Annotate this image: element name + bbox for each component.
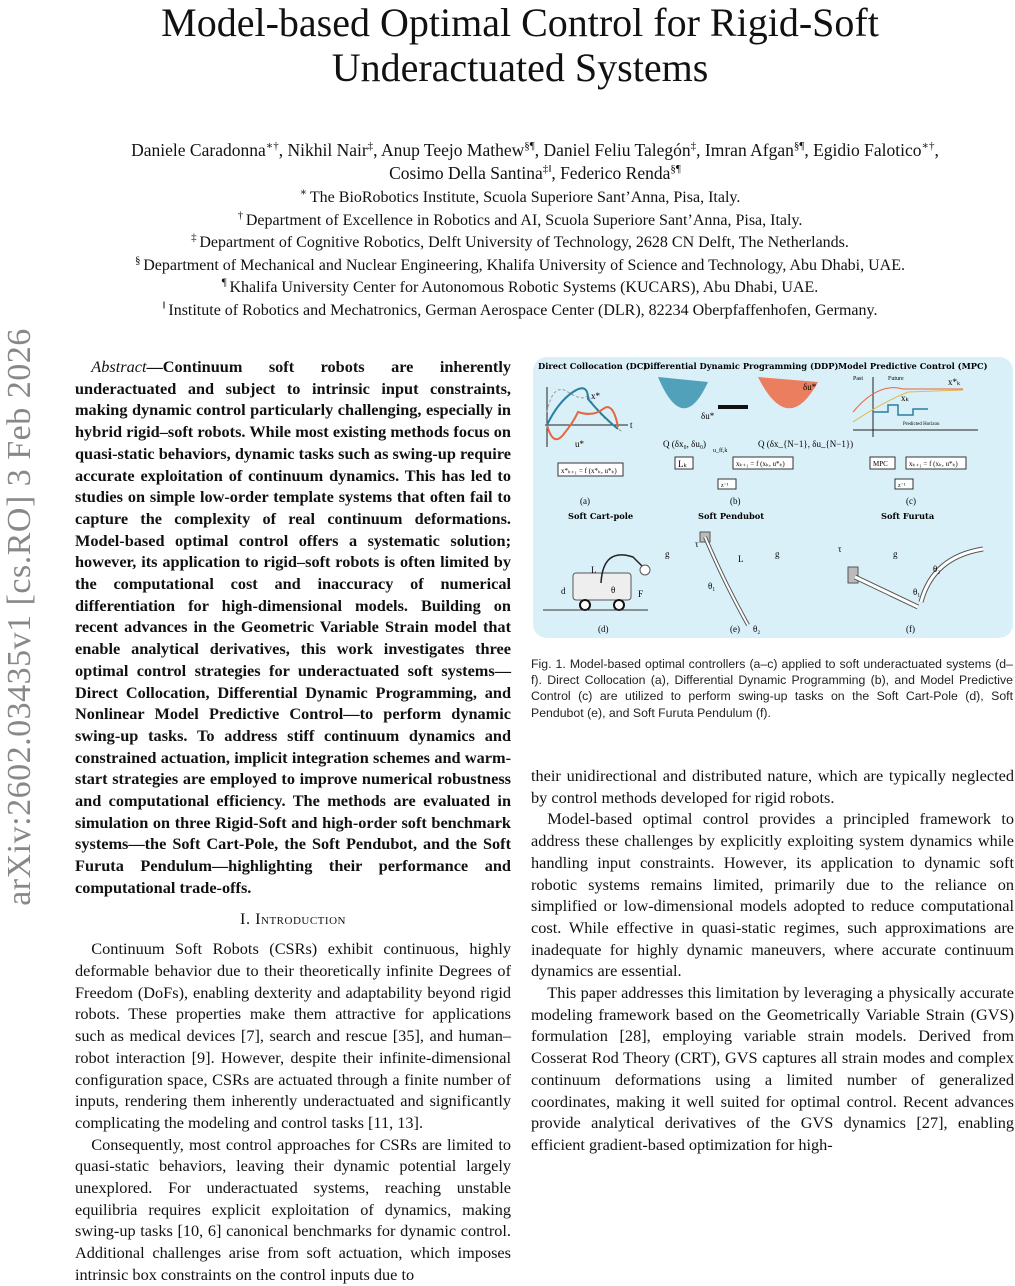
affiliation: ‡ Department of Cognitive Robotics, Delft University of Technology, 2628 CN Delft, The Netherlands. (191, 231, 849, 251)
affiliation-mark: ¶ (221, 276, 230, 289)
affiliation: § Department of Mechanical and Nuclear Engineering, Khalifa University of Science and Technology, Abu Dhabi, UAE. (135, 254, 905, 274)
affiliation: ∗ The BioRobotics Institute, Scuola Superiore Sant’Anna, Pisa, Italy. (299, 186, 741, 206)
zinv-block: z⁻¹ (898, 483, 906, 489)
furuta-diagram (838, 544, 983, 607)
author: Federico Renda§¶ (560, 163, 681, 183)
tau-label: τ (695, 539, 699, 549)
author: Cosimo Della Santina‡‖ (389, 163, 552, 183)
author-list: Daniele Caradonna∗†, Nikhil Nair‡, Anup Teejo Mathew§¶, Daniel Feliu Talegón‡, Imran Afgan§¶, Egidio Falotico∗†, Cosimo Della Santina‡‖, Federico Renda§¶ (131, 140, 939, 183)
affiliation-mark: ∗ (299, 186, 310, 199)
xk-label: xₖ (901, 393, 910, 403)
title-line-1: Model-based Optimal Control for Rigid-Soft (161, 0, 879, 45)
theta1-label: θ₁ (913, 587, 921, 597)
panel-title-pendubot: Soft Pendubot (698, 511, 765, 521)
cart-pole-diagram (543, 549, 670, 610)
q0-label: Q (δx₀, δu₀) (663, 439, 707, 449)
l-label: L (591, 565, 597, 575)
affiliation-mark: ‡‖ (542, 163, 552, 176)
d-label: d (561, 586, 566, 596)
lk-block: Lₖ (678, 459, 688, 469)
future-label: Future (888, 376, 904, 382)
affiliation-list (40, 187, 1000, 322)
author: Nikhil Nair‡ (287, 140, 374, 160)
sublabel-c: (c) (906, 496, 916, 506)
q-surface-blue (658, 377, 708, 408)
uff-label: u_ff,k (713, 448, 728, 454)
paragraph-continuation: their unidirectional and distributed nature, which are typically neglected by control methods developed for rigid robots. (531, 766, 1014, 807)
paper-title (0, 0, 1015, 90)
sublabel-e: (e) (730, 624, 740, 634)
affiliation-mark: ∗† (921, 140, 935, 153)
affiliation-mark: §¶ (524, 140, 535, 153)
figure-1 (533, 357, 1013, 638)
sublabel-d: (d) (598, 624, 609, 634)
theta1-label: θ₁ (708, 581, 716, 591)
panel-title-mpc: Model Predictive Control (MPC) (838, 361, 988, 371)
xk-star-label: x*ₖ (948, 377, 961, 387)
gravity-label: g (893, 549, 898, 559)
panel-title-cartpole: Soft Cart-pole (568, 511, 634, 521)
section-heading: I. Introduction (240, 908, 346, 928)
author: Imran Afgan§¶ (704, 140, 805, 160)
u-star-label: u* (575, 439, 584, 449)
author: Anup Teejo Mathew§¶ (380, 140, 535, 160)
mpc-plot (853, 376, 978, 437)
affiliation: ‖ Institute of Robotics and Mechatronics, German Aerospace Center (DLR), 82234 Oberpfaffenhofen, Germany. (162, 299, 878, 319)
figure-caption: Fig. 1. Model-based optimal controllers (a–c) applied to soft underactuated systems (d–f). Direct Collocation (a), Differential Dynamic Programming (b), and Model Predictive Control (c) are utilized to perform swing-up tasks on the Soft Cart-Pole (d), Soft Pendubot (e), and Soft Furuta Pendulum (f). (531, 657, 1013, 720)
zinv-block: z⁻¹ (721, 483, 729, 489)
affiliation-mark: §¶ (670, 163, 681, 176)
f-label: F (638, 589, 644, 599)
t-label: t (630, 420, 633, 430)
affiliation-mark: ∗† (265, 140, 279, 153)
affiliation-mark: ‡ (367, 140, 374, 153)
theta-label: θ (611, 585, 616, 595)
sublabel-b: (b) (730, 496, 741, 506)
author: Egidio Falotico∗† (813, 140, 935, 160)
ddp-equation: xₖ₊₁ = f (xₖ, u*ₖ) (736, 460, 785, 468)
arxiv-stamp: arXiv:2602.03435v1 [cs.RO] 3 Feb 2026 (1, 328, 38, 906)
affiliation: † Department of Excellence in Robotics and AI, Scuola Superiore Sant’Anna, Pisa, Italy. (237, 209, 803, 229)
abstract-text: —Continuum soft robots are inherently underactuated and subject to intrinsic input constraints, making dynamic control particularly challenging, especially in hybrid rigid–soft robots. While most existing methods focus on quasi-static behaviors, dynamic tasks such as swing-up require accurate exploitation of continuum dynamics. This has led to studies on simple low-order template systems that often fail to capture the complexity of real continuum deformations. Model-based optimal control offers a systematic solution; however, its application to rigid–soft robots is often limited by the computational cost and inaccuracy of numerical differentiation for high-dimensional models. Building on recent advances in the Geometric Variable Strain model that enable analytical derivatives, this work investigates three optimal control strategies for underactuated soft systems—Direct Collocation, Differential Dynamic Programming, and Nonlinear Model Predictive Control—to perform dynamic swing-up tasks. To address stiff continuum dynamics and constrained actuation, implicit integration schemes and warm-start strategies are employed to improve numerical robustness and computational efficiency. The methods are evaluated in simulation on three Rigid-Soft and high-order soft benchmark systems—the Soft Cart-Pole, the Soft Pendubot, and the Soft Furuta Pendulum—highlighting their performance and computational trade-offs. (75, 357, 511, 897)
paragraph: Model-based optimal control provides a principled framework to address these challenges by explicitly exploiting system dynamics while handling input constraints. However, its application to dynamic soft robotic systems remains limited, primarily due to the reliance on simplified or low-dimensional models adopted to reduce computational cost. While effective in quasi-static regimes, such approximations are inadequate for highly dynamic maneuvers, where accurate continuum dynamics are essential. (531, 809, 1014, 981)
dc-trajectory-plot (545, 387, 633, 449)
mpc-block: MPC (873, 460, 888, 468)
panel-title-ddp: Differential Dynamic Programming (DDP) (643, 361, 839, 371)
du-label: δu* (803, 382, 817, 392)
sublabel-a: (a) (580, 496, 590, 506)
affiliation-mark: § (135, 254, 144, 267)
qn-label: Q (δx_{N−1}, δu_{N−1}) (758, 439, 854, 449)
horizon-label: Predicted Horizon (903, 422, 940, 427)
sublabel-f: (f) (906, 624, 915, 634)
author: Daniele Caradonna∗† (131, 140, 279, 160)
theta2-label: θ₂ (753, 624, 761, 634)
l-label: L (738, 554, 744, 564)
du-label: δu* (701, 411, 715, 421)
author: Daniel Feliu Talegón‡ (543, 140, 697, 160)
affiliation-mark: ‖ (162, 299, 169, 312)
past-label: Past (853, 376, 864, 382)
tau-label: τ (838, 544, 842, 554)
gravity-label: g (775, 549, 780, 559)
affiliation-mark: ‡ (191, 231, 200, 244)
affiliation-mark: ‡ (690, 140, 697, 153)
panel-title-dc: Direct Collocation (DC) (538, 361, 648, 371)
abstract-label: Abstract (91, 357, 147, 376)
mpc-equation: xₖ₊₁ = f (xₖ, u*ₖ) (909, 460, 958, 468)
affiliation: ¶ Khalifa University Center for Autonomous Robotic Systems (KUCARS), Abu Dhabi, UAE. (221, 276, 819, 296)
right-column (531, 765, 1014, 1156)
left-column (75, 356, 511, 1286)
paragraph: Consequently, most control approaches for CSRs are limited to quasi-static behaviors, leaving their dynamic potential largely unexplored. For underactuated systems, reaching unstable equilibria requires explicit exploitation of dynamics, making swing-up tasks [10, 6] canonical benchmarks for dynamic control. Additional challenges arise from soft actuation, which imposes intrinsic box constraints on the control inputs due to (75, 1134, 511, 1284)
x-star-label: x* (591, 391, 600, 401)
abstract (75, 356, 511, 899)
title-line-2: Underactuated Systems (331, 45, 709, 90)
affiliation-mark: §¶ (793, 140, 805, 153)
gravity-label: g (665, 549, 670, 559)
affiliation-mark: † (237, 209, 246, 222)
panel-title-furuta: Soft Furuta (881, 511, 935, 521)
theta2-label: θ₂ (933, 564, 941, 574)
paragraph: This paper addresses this limitation by leveraging a physically accurate modeling framework based on the Geometrically Variable Strain (GVS) formulation [28], employing variable strain models. Derived from Cosserat Rod Theory (CRT), GVS captures all strain modes and complex continuum deformations using a limited number of generalized coordinates, making it well suited for optimal control. Recent advances provide analytical derivatives of the GVS dynamics [27], enabling efficient gradient-based optimization for high- (531, 983, 1014, 1154)
paragraph: Continuum Soft Robots (CSRs) exhibit continuous, highly deformable behavior due to their theoretically infinite Degrees of Freedom (DoFs), enabling dexterity and adaptability beyond rigid robots. These properties make them attractive for applications such as medical devices [7], search and rescue [35], and human–robot interaction [9]. However, despite their infinite-dimensional configuration space, CSRs are actuated through a finite number of inputs, rendering them inherently underactuated and significantly complicating the modeling and control tasks [11, 13]. (75, 939, 511, 1132)
pendubot-diagram (695, 532, 780, 634)
dc-equation: x*ₖ₊₁ = f (x*ₖ, u*ₖ) (561, 467, 617, 475)
